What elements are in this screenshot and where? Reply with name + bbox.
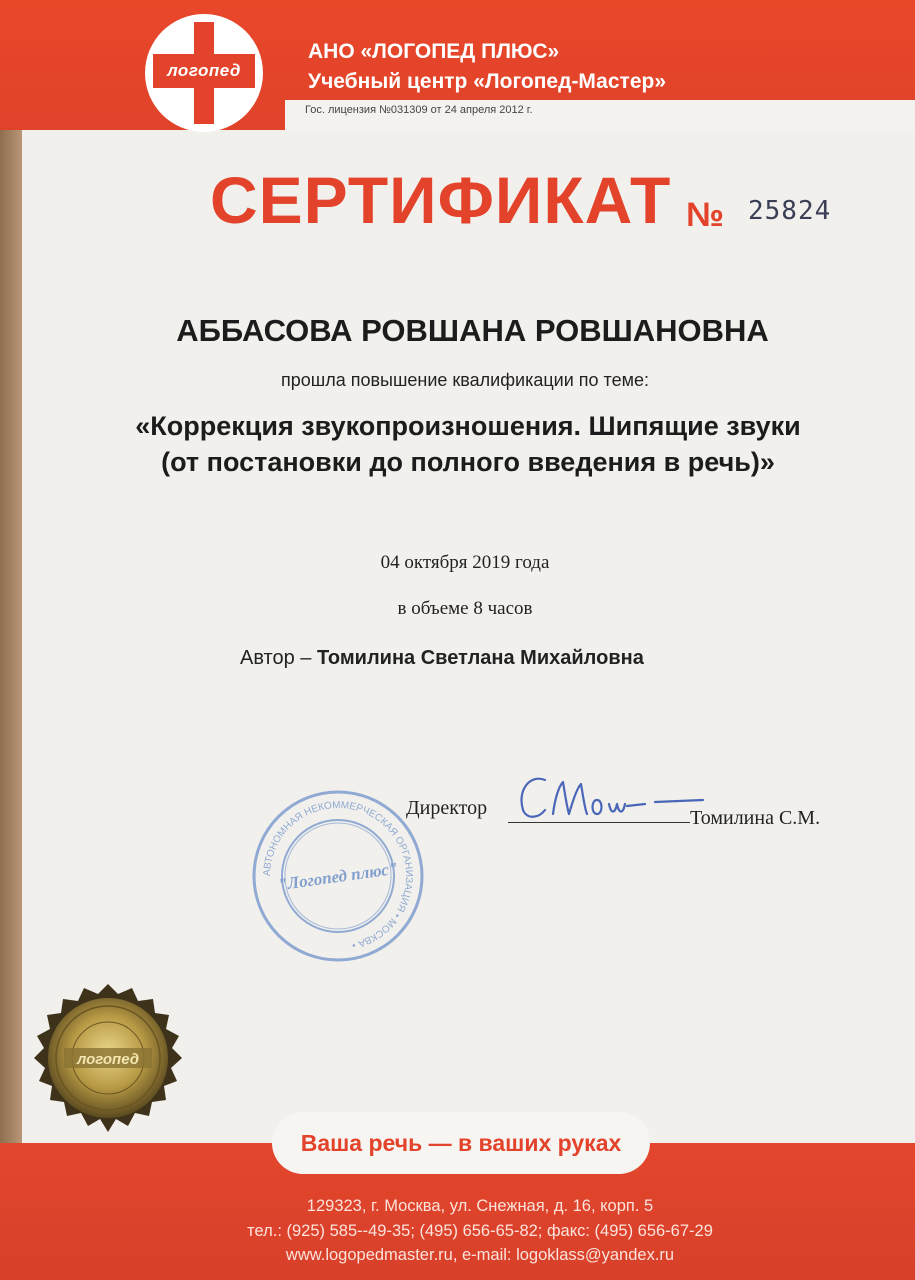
organization-stamp [248,786,428,966]
director-name: Томилина С.М. [690,807,821,829]
org-name: АНО «ЛОГОПЕД ПЛЮС» [308,40,560,63]
footer-web: www.logopedmaster.ru, e-mail: logoklass@yandex.ru [285,1246,675,1264]
slogan: Ваша речь — в ваших руках [300,1130,622,1156]
certificate-title: СЕРТИФИКАТ [210,163,672,237]
stamp-ring-text: АВТОНОМНАЯ НЕКОММЕРЧЕСКАЯ ОРГАНИЗАЦИЯ • МОСКВА • [261,799,415,951]
footer-address: 129323, г. Москва, ул. Снежная, д. 16, корп. 5 [306,1197,654,1215]
author-label: Автор – [240,647,317,669]
footer-phones: тел.: (925) 585--49-35; (495) 656-65-82; факс: (495) 656-67-29 [247,1222,713,1240]
logo-text: логопед [167,61,241,80]
author-name: Томилина Светлана Михайловна [316,647,644,669]
recipient-name: АББАСОВА РОВШАНА РОВШАНОВНА [176,313,769,348]
course-topic: «Коррекция звукопроизношения. Шипящие звуки (от постановки до полного введения в речь)» [135,411,801,477]
director-label: Директор [406,797,488,819]
training-center-name: Учебный центр «Логопед-Мастер» [308,70,667,93]
certificate-number: 25824 [748,196,832,226]
license-text: Гос. лицензия №031309 от 24 апреля 2012 г. [305,104,533,116]
author-line [240,647,644,670]
seal-text: логопед [76,1051,140,1068]
course-volume: в объеме 8 часов [397,598,533,619]
logo [145,14,263,132]
stamp-center-text: "Логопед плюс" [276,858,400,895]
number-sign: № [686,196,724,234]
course-date: 04 октября 2019 года [380,552,550,573]
recipient-intro: прошла повышение квалификации по теме: [280,370,649,390]
director-signature [505,770,705,830]
gold-seal [8,982,208,1152]
